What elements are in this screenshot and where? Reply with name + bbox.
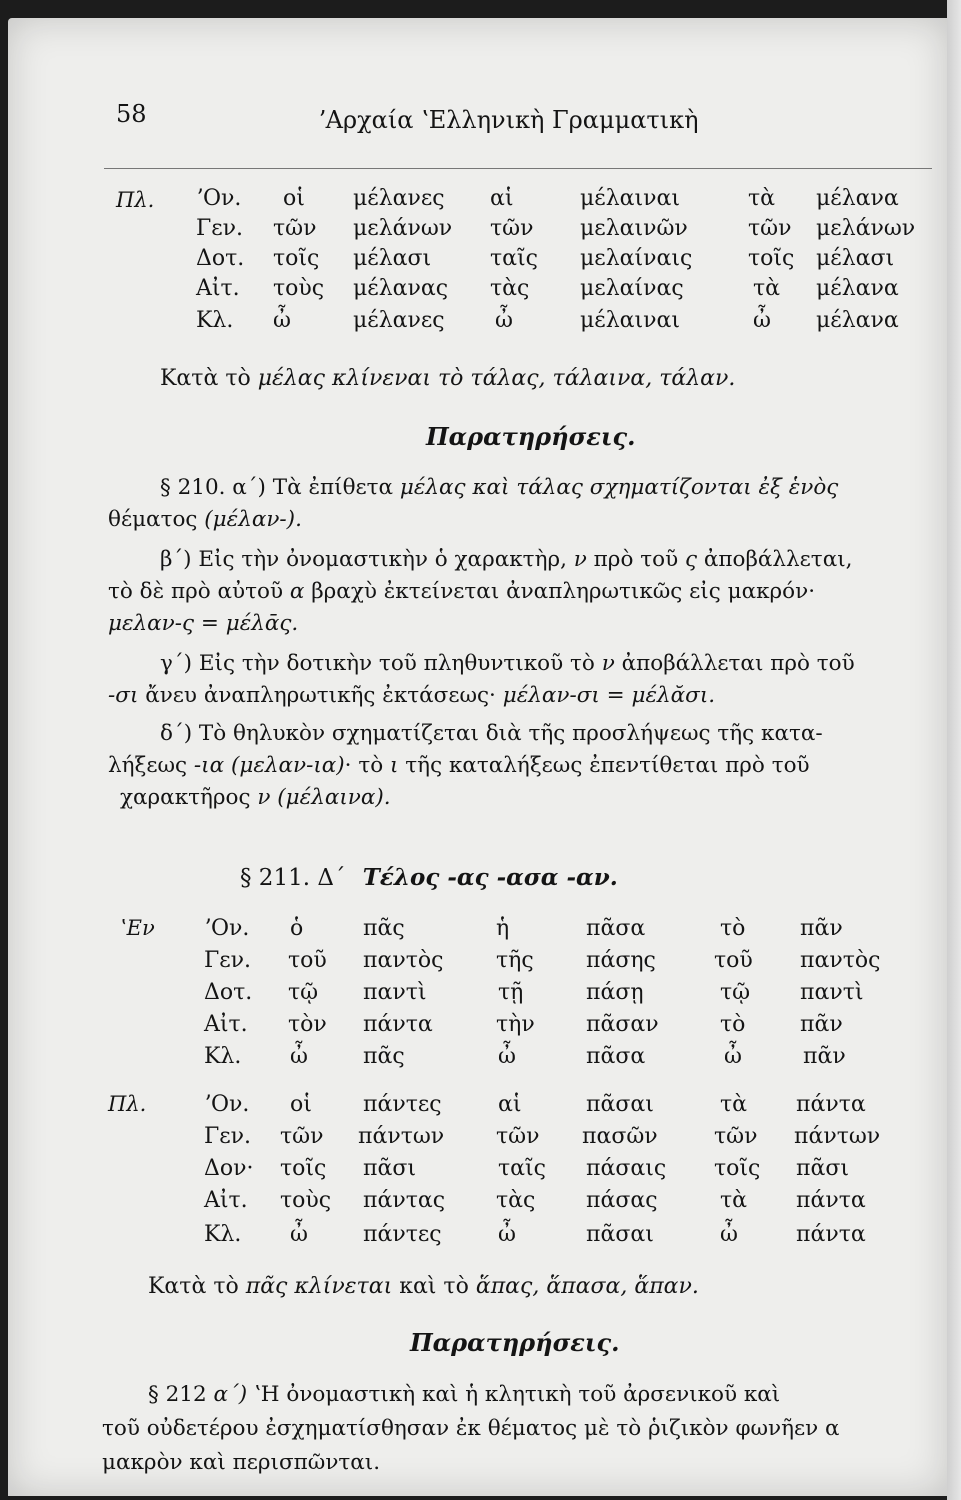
note-words: τάλας, τάλαινα, τάλαν.: [470, 366, 736, 391]
fem-article: αἱ: [490, 186, 514, 211]
case-label: ʼΟν.: [204, 916, 250, 941]
fem-article: τὰς: [490, 276, 530, 301]
table-row: [8, 1156, 948, 1186]
masc-article: τῶν: [273, 216, 317, 241]
neut-article: τὰ: [720, 1188, 748, 1213]
fem-form: πᾶσαν: [586, 1012, 659, 1037]
plural-label: Πλ.: [108, 1092, 147, 1116]
paragraph-line: τοῦ οὐδετέρου ἐσχηματίσθησαν ἐκ θέματος μὲ τὸ ῥιζικὸν φωνῆεν α: [102, 1416, 840, 1441]
paragraph-line: χαρακτῆρος ν (μέλαινα).: [120, 785, 391, 810]
masc-article: τοὺς: [280, 1188, 332, 1213]
table1-label: Πλ.: [116, 188, 155, 212]
fem-article: ταῖς: [490, 246, 538, 271]
neut-article: τὰ: [720, 1092, 748, 1117]
declension-note: [160, 366, 735, 391]
table-row: [8, 980, 948, 1010]
table-row: [8, 276, 948, 306]
neut-article: τοῖς: [748, 246, 795, 271]
neut-form: πάντα: [796, 1188, 866, 1213]
header-rule: [104, 168, 932, 169]
case-label: Γεν.: [204, 948, 252, 973]
masc-article: τοῖς: [280, 1156, 327, 1181]
section-210: [108, 472, 938, 814]
fem-form: πάσης: [586, 948, 656, 973]
fem-form: μέλαιναι: [580, 308, 680, 333]
fem-form: πᾶσαι: [586, 1092, 654, 1117]
fem-article: ὦ: [498, 1044, 516, 1069]
neut-article: τοῖς: [714, 1156, 761, 1181]
note-text: κλίνεναι τὸ: [324, 366, 471, 391]
note-text: καὶ τὸ: [392, 1274, 476, 1299]
masc-article: τὸν: [288, 1012, 327, 1037]
masc-form: μελάνων: [353, 216, 453, 241]
neut-article: τὰ: [753, 276, 781, 301]
fem-article: ἡ: [496, 916, 510, 941]
fem-article: ταῖς: [498, 1156, 546, 1181]
neut-article: ὦ: [753, 308, 771, 333]
neut-form: παντὶ: [800, 980, 864, 1005]
case-label: Κλ.: [204, 1222, 242, 1247]
neut-form: πᾶν: [800, 916, 843, 941]
table-row: [8, 1124, 948, 1154]
case-label: Δοτ.: [196, 246, 245, 271]
fem-article: αἱ: [498, 1092, 522, 1117]
neut-article: τὰ: [748, 186, 776, 211]
table-row: [8, 1044, 948, 1074]
case-label: Αἰτ.: [196, 276, 240, 301]
masc-form: πάντες: [363, 1092, 442, 1117]
table-row: [8, 1092, 948, 1122]
masc-form: μέλανας: [353, 276, 449, 301]
case-label: Δον·: [204, 1156, 254, 1181]
masc-article: οἱ: [283, 186, 305, 211]
note-word: μέλας: [257, 366, 325, 391]
note-text: Κατὰ τὸ: [148, 1274, 246, 1299]
paragraph-line: β΄) Εἰς τὴν ὀνομαστικὴν ὁ χαρακτὴρ, ν πρὸ τοῦ ς ἀποβάλλεται,: [160, 547, 853, 572]
masc-article: τῷ: [288, 980, 319, 1005]
page-number: 58: [116, 100, 147, 128]
masc-article: τῶν: [280, 1124, 324, 1149]
paragraph-line: λήξεως -ια (μελαν-ια)· τὸ ι τῆς καταλήξεως ἐπεντίθεται πρὸ τοῦ: [108, 753, 810, 778]
note-word: πᾶς κλίνεται: [245, 1274, 393, 1299]
fem-form: πᾶσα: [586, 1044, 646, 1069]
page-edge: [947, 0, 961, 1500]
neut-article: τὸ: [720, 916, 746, 941]
masc-form: παντὶ: [363, 980, 427, 1005]
case-label: ʼΟν.: [196, 186, 242, 211]
masc-form: πάντα: [363, 1012, 433, 1037]
masc-article: τοῦ: [288, 948, 327, 973]
paragraph-line: δ΄) Τὸ θηλυκὸν σχηματίζεται διὰ τῆς προσλήψεως τῆς κατα-: [160, 721, 823, 746]
neut-article: τὸ: [720, 1012, 746, 1037]
fem-form: πάσας: [586, 1188, 658, 1213]
paragraph-line: γ΄) Εἰς τὴν δοτικὴν τοῦ πληθυντικοῦ τὸ ν ἀποβάλλεται πρὸ τοῦ: [160, 651, 855, 676]
neut-form: μέλασι: [816, 246, 895, 271]
table-row: [8, 916, 948, 946]
masc-article: τοῖς: [273, 246, 320, 271]
singular-label: ʽΕν: [120, 916, 155, 940]
masc-form: μέλανες: [353, 308, 445, 333]
masc-form: μέλανες: [353, 186, 445, 211]
case-label: Δοτ.: [204, 980, 253, 1005]
masc-article: ὦ: [273, 308, 291, 333]
neut-article: τῶν: [714, 1124, 758, 1149]
neut-form: μέλανα: [816, 308, 899, 333]
fem-form: πασῶν: [582, 1124, 658, 1149]
case-label: Αἰτ.: [204, 1188, 248, 1213]
case-label: ʼΟν.: [204, 1092, 250, 1117]
declension-note: [148, 1274, 699, 1299]
neut-form: πᾶν: [800, 1012, 843, 1037]
masc-article: ὁ: [290, 916, 304, 941]
paragraph-line: μελαν-ς = μέλᾱς.: [108, 611, 299, 636]
fem-article: τῆς: [496, 948, 534, 973]
table-row: [8, 1222, 948, 1252]
fem-article: τὰς: [496, 1188, 536, 1213]
neut-article: τῷ: [720, 980, 751, 1005]
table-row: [8, 1012, 948, 1042]
fem-form: πᾶσαι: [586, 1222, 654, 1247]
fem-form: μέλαιναι: [580, 186, 680, 211]
running-title: ʼΑρχαία ʽΕλληνικὴ Γραμματικὴ: [318, 106, 699, 134]
paragraph-line: -σι ἄνευ ἀναπληρωτικῆς ἐκτάσεως· μέλαν-σι = μέλᾰσι.: [108, 683, 716, 708]
table-row: [8, 216, 948, 246]
masc-form: πᾶσι: [363, 1156, 416, 1181]
section-title: Τέλος -ας -ασα -αν.: [362, 864, 618, 891]
fem-form: μελαίνας: [580, 276, 684, 301]
paragraph-line: § 210. α΄) Τὰ ἐπίθετα μέλας καὶ τάλας σχηματίζονται ἐξ ἑνὸς: [160, 475, 839, 500]
masc-article: ὦ: [290, 1044, 308, 1069]
case-label: Κλ.: [196, 308, 234, 333]
masc-article: οἱ: [290, 1092, 312, 1117]
neut-article: ὦ: [720, 1222, 738, 1247]
case-label: Κλ.: [204, 1044, 242, 1069]
neut-form: πᾶσι: [796, 1156, 849, 1181]
fem-article: ὦ: [498, 1222, 516, 1247]
table-row: [8, 308, 948, 338]
masc-form: πᾶς: [363, 1044, 405, 1069]
masc-article: ὦ: [290, 1222, 308, 1247]
paragraph-line: § 212 α΄) ʽΗ ὀνομαστικὴ καὶ ἡ κλητικὴ τοῦ ἀρσενικοῦ καὶ: [148, 1382, 781, 1407]
neut-form: πάντα: [796, 1222, 866, 1247]
fem-article: τῇ: [498, 980, 524, 1005]
paragraph-line: τὸ δὲ πρὸ αὐτοῦ α βραχὺ ἐκτείνεται ἀναπληρωτικῶς εἰς μακρόν·: [108, 579, 816, 604]
neut-form: μέλανα: [816, 186, 899, 211]
fem-article: τῶν: [496, 1124, 540, 1149]
section-211-heading: [240, 864, 618, 891]
masc-form: μέλασι: [353, 246, 432, 271]
fem-form: μελαινῶν: [580, 216, 688, 241]
fem-article: ὦ: [495, 308, 513, 333]
neut-article: τοῦ: [714, 948, 753, 973]
section-heading: Παρατηρήσεις.: [410, 1328, 620, 1357]
masc-form: παντὸς: [363, 948, 444, 973]
case-label: Γεν.: [196, 216, 244, 241]
masc-form: πάντων: [358, 1124, 445, 1149]
table-row: [8, 246, 948, 276]
section-212: [102, 1378, 932, 1480]
neut-form: μέλανα: [816, 276, 899, 301]
fem-form: πάσῃ: [586, 980, 644, 1005]
paragraph-line: θέματος (μέλαν-).: [108, 507, 302, 532]
fem-form: πᾶσα: [586, 916, 646, 941]
case-label: Αἰτ.: [204, 1012, 248, 1037]
paragraph-line: μακρὸν καὶ περισπῶνται.: [102, 1450, 381, 1475]
neut-form: μελάνων: [816, 216, 916, 241]
neut-form: πάντων: [794, 1124, 881, 1149]
table-row: [8, 1188, 948, 1218]
fem-article: τὴν: [496, 1012, 535, 1037]
neut-form: πάντα: [796, 1092, 866, 1117]
masc-form: πᾶς: [363, 916, 405, 941]
fem-form: μελαίναις: [580, 246, 693, 271]
neut-form: πᾶν: [803, 1044, 846, 1069]
masc-form: πάντας: [363, 1188, 446, 1213]
book-page: [8, 18, 948, 1496]
table-row: [8, 186, 948, 216]
masc-article: τοὺς: [273, 276, 325, 301]
fem-form: πάσαις: [586, 1156, 667, 1181]
section-heading: Παρατηρήσεις.: [426, 422, 636, 451]
section-number: § 211. Δ΄: [240, 865, 346, 891]
note-text: Κατὰ τὸ: [160, 366, 258, 391]
masc-form: πάντες: [363, 1222, 442, 1247]
case-label: Γεν.: [204, 1124, 252, 1149]
fem-article: τῶν: [490, 216, 534, 241]
neut-article: ὦ: [724, 1044, 742, 1069]
neut-article: τῶν: [748, 216, 792, 241]
note-words: ἅπας, ἅπασα, ἅπαν.: [475, 1274, 699, 1299]
table-row: [8, 948, 948, 978]
neut-form: παντὸς: [800, 948, 881, 973]
